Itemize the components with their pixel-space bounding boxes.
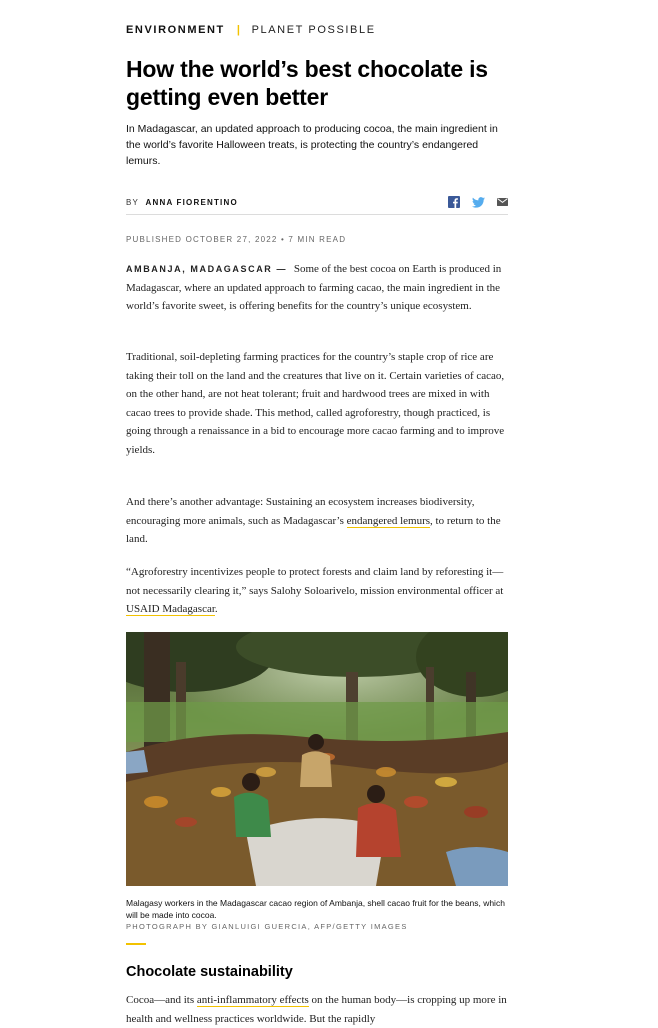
usaid-madagascar-link[interactable]: USAID Madagascar: [126, 603, 215, 616]
byline-row: [126, 190, 508, 215]
byline: [126, 198, 238, 207]
paragraph-text: And there’s another advantage: Sustaining an ecosystem increases biodiversity, encouraging more animals, such as Madagascar’s: [126, 496, 475, 527]
share-bar: [448, 196, 508, 208]
facebook-icon[interactable]: [448, 196, 460, 208]
paragraph: [126, 991, 508, 1028]
twitter-icon[interactable]: [472, 197, 485, 208]
author-link[interactable]: ANNA FIORENTINO: [145, 197, 238, 207]
series-link[interactable]: PLANET POSSIBLE: [251, 24, 376, 36]
paragraph: [126, 493, 508, 549]
paragraph-text: Some of the best cocoa on Earth is produced in Madagascar, where an updated approach to farming cacao, the main ingredient in the world’s favorite sweet, is offering benefits for the country’s unique ecosystem.: [126, 263, 502, 313]
email-icon[interactable]: [497, 198, 508, 206]
section-heading: Chocolate sustainability: [126, 964, 293, 980]
paragraph-text: on the human body—is cropping up more in health and wellness practices worldwide. But the rapidly: [126, 994, 507, 1025]
paragraph-text: .: [214, 603, 218, 616]
eyebrow-divider: |: [236, 24, 242, 36]
anti-inflammatory-link[interactable]: anti-inflammatory effects: [196, 994, 309, 1006]
headline: How the world’s best chocolate is getting even better: [126, 56, 488, 110]
paragraph: [126, 563, 508, 619]
section-divider: [126, 943, 146, 945]
section-link[interactable]: ENVIRONMENT: [126, 24, 225, 36]
byline-prefix: BY: [126, 197, 140, 207]
eyebrow: [126, 22, 508, 38]
paragraph-text: Cocoa—and its: [126, 994, 197, 1006]
paragraph-text: “Agroforestry incentivizes people to protect forests and claim land by reforesting it—not necessarily clearing it,” says Salohy Soloarivelo, mission environmental officer at: [126, 566, 504, 597]
article-photo: [126, 632, 508, 886]
publish-meta: PUBLISHED OCTOBER 27, 2022 • 7 MIN READ: [126, 235, 347, 244]
dateline: AMBANJA, MADAGASCAR —: [126, 264, 288, 274]
photo-credit: PHOTOGRAPH BY GIANLUIGI GUERCIA, AFP/GETTY IMAGES: [126, 922, 408, 931]
paragraph-text: , to return to the land.: [126, 514, 501, 546]
dek: In Madagascar, an updated approach to producing cocoa, the main ingredient in the world’s favorite Halloween treats, is protecting the country’s endangered lemurs.: [126, 123, 498, 167]
endangered-lemurs-link[interactable]: endangered lemurs: [346, 514, 431, 527]
paragraph: [126, 260, 508, 316]
photo-caption: Malagasy workers in the Madagascar cacao region of Ambanja, shell cacao fruit for the beans, which will be made into cocoa.: [126, 898, 505, 920]
paragraph: Traditional, soil-depleting farming practices for the country’s staple crop of rice are taking their toll on the land and the creatures that live on it. Certain varieties of cacao, on the other hand, are not heat tolerant; fruit and hardwood trees are mixed in with cacao trees to provide shade. This method, called agroforestry, though practiced, is going through a renaissance in a bid to encourage more cacao farming and to improve yields.: [126, 351, 505, 456]
